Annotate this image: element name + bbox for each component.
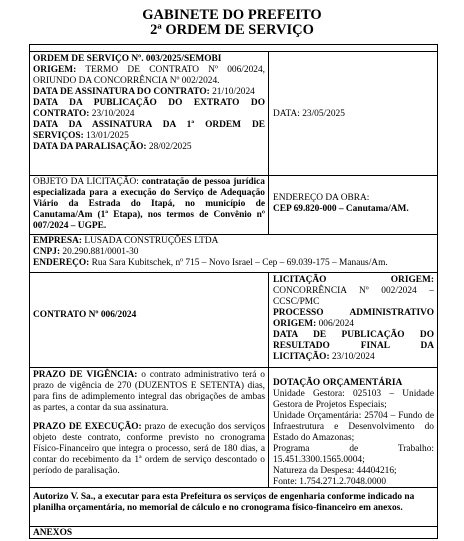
- divider-row1: [268, 51, 269, 175]
- rule-row3: [30, 234, 437, 235]
- order-info-cell: [33, 54, 265, 153]
- dotacao-cell: [273, 378, 434, 488]
- vigencia-text: o contrato administrativo terá o prazo de vigência de 270 (DUZENTOS E SETENTA) dias, para fins de adimplemento integral das obrigações de ambas as partes, a contar da sua assinatura.: [33, 370, 265, 413]
- paralisacao-value: 28/02/2025: [148, 142, 192, 152]
- vigencia-label: PRAZO DE VIGÊNCIA:: [33, 370, 138, 380]
- dotacao-natureza: Natureza da Despesa: 44404216;: [273, 466, 397, 476]
- paralisacao-label: DATA DA PARALISAÇÃO:: [33, 142, 147, 152]
- anexos-label: ANEXOS: [33, 528, 73, 538]
- dotacao-title: DOTAÇÃO ORÇAMENTÁRIA: [273, 378, 403, 388]
- empresa-endereco-label: ENDEREÇO:: [33, 258, 90, 268]
- prazos-cell: [33, 370, 265, 477]
- contrato-number: CONTRATO Nº 006/2024: [33, 310, 137, 320]
- assinatura-value: 21/10/2024: [212, 87, 255, 97]
- dotacao-fonte: Fonte: 1.754.271.2.7048.0000: [273, 477, 387, 487]
- ordem1-label: DATA DA ASSINATURA DA 1ª ORDEM DE SERVIÇOS:: [33, 120, 265, 141]
- header-title: GABINETE DO PREFEITO: [142, 7, 322, 23]
- licitacao-cell: [273, 275, 434, 363]
- resultado-value: 23/10/2024: [331, 352, 375, 362]
- cnpj-label: CNPJ:: [33, 247, 61, 257]
- licitacao-label: LICITAÇÃO ORIGEM:: [273, 275, 434, 285]
- empresa-cell: [33, 236, 433, 269]
- objeto-text: contratação de pessoa jurídica especializada para a execução do Serviço de Adequação Viário da Estrada do Itapá, no município de Canutama/Am (1ª Etapa), nos termos de Convênio nº 007/2024 – UGPE.: [33, 177, 265, 231]
- publicacao-label: DATA DA PUBLICAÇÃO DO EXTRATO DO CONTRATO:: [33, 98, 265, 119]
- dotacao-orcamentaria: Unidade Orçamentária: 25704 – Fundo de Infraestrutura e Desenvolvimento do Estado do Amazonas;: [273, 411, 434, 443]
- endereco-obra-label: ENDEREÇO DA OBRA:: [273, 193, 370, 203]
- origem-value: TERMO DE CONTRATO Nº 006/2024, ORIUNDO DA CONCORRÊNCIA Nº 002/2024.: [33, 65, 265, 86]
- execucao-label: PRAZO DE EXECUÇÃO:: [33, 422, 142, 432]
- objeto-label: OBJETO DA LICITAÇÃO:: [33, 177, 139, 187]
- divider-row4: [268, 272, 269, 367]
- rule-row7: [30, 526, 437, 527]
- resultado-label: DATA DE PUBLICAÇÃO DO RESULTADO FINAL DA LICITAÇÃO:: [273, 330, 434, 362]
- publicacao-value: 23/10/2024: [91, 109, 135, 119]
- rule-row2: [30, 175, 437, 176]
- empresa-label: EMPRESA:: [33, 236, 82, 246]
- autorizo-text: Autorizo V. Sa., a executar para esta Prefeitura os serviços de engenharia conforme indicado na planilha orçamentária, no memorial de cálculo e no cronograma físico-financeiro em anexos.: [33, 492, 415, 513]
- rule-row4: [30, 272, 437, 273]
- objeto-cell: [33, 177, 265, 232]
- assinatura-label: DATA DE ASSINATURA DO CONTRATO:: [33, 87, 210, 97]
- divider-row5: [268, 367, 269, 487]
- rule-top-inner: [30, 51, 437, 52]
- execucao-text: prazo de execução dos serviços objeto deste contrato, conforme previsto no cronograma Físico-Financeiro que integra o processo, será de 180 dias, a contar do recebimento da 1ª ordem de serviço descontado o período de paralisação.: [33, 422, 265, 476]
- licitacao-value: CONCORRÊNCIA Nº 002/2024 – CCSC/PMC: [273, 286, 434, 307]
- endereco-obra-cell: [273, 193, 433, 215]
- endereco-obra-value: CEP 69.820-000 – Canutama/AM.: [273, 204, 409, 214]
- header-subtitle: 2ª ORDEM DE SERVIÇO: [150, 22, 314, 38]
- processo-label: PROCESSO ADMINISTRATIVO ORIGEM:: [273, 308, 434, 329]
- ordem-servico-number: ORDEM DE SERVIÇO Nº. 003/2025/SEMOBI: [33, 54, 222, 64]
- processo-value: 006/2024: [318, 319, 354, 329]
- empresa-value: LUSADA CONSTRUÇÕES LTDA: [84, 236, 219, 246]
- dotacao-programa: Programa de Trabalho: 15.451.3300.1565.0004;: [273, 444, 434, 465]
- divider-row2: [268, 175, 269, 234]
- date-cell: DATA: 23/05/2025: [273, 109, 345, 119]
- origem-label: ORIGEM:: [33, 65, 77, 75]
- rule-row5: [30, 367, 437, 368]
- empresa-endereco-value: Rua Sara Kubitschek, nº 715 – Novo Israel – Cep – 69.039-175 – Manaus/Am.: [91, 258, 388, 268]
- dotacao-gestora: Unidade Gestora: 025103 – Unidade Gestora de Projetos Especiais;: [273, 389, 434, 410]
- document-table: [29, 44, 438, 539]
- cnpj-value: 20.290.881/0001-30: [62, 247, 139, 257]
- ordem1-value: 13/01/2025: [86, 131, 129, 141]
